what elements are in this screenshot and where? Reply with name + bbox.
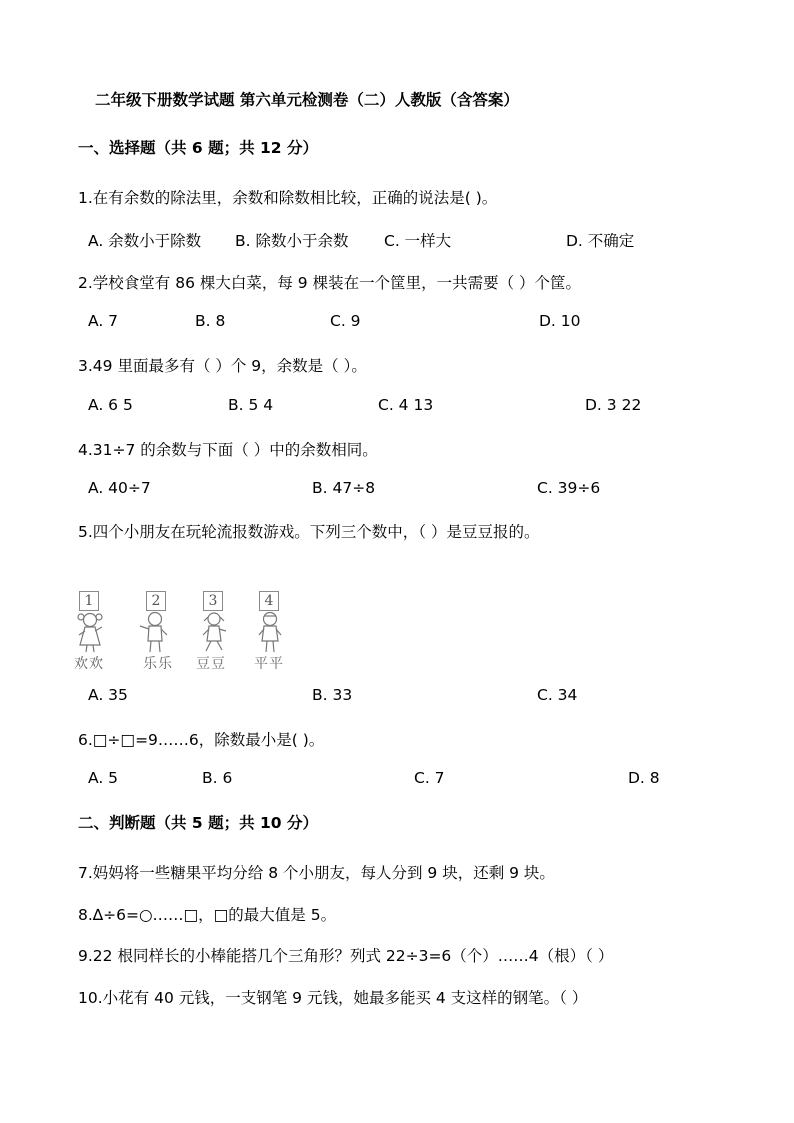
child-figure-icon	[256, 611, 292, 653]
q4-option-c: C. 39÷6	[537, 479, 601, 497]
section-heading-judgment: 二、判断题（共 5 题；共 10 分）	[78, 814, 318, 832]
question-6: 6.□÷□=9……6，除数最小是( )。	[78, 731, 325, 749]
page-title: 二年级下册数学试题 第六单元检测卷（二）人教版（含答案）	[95, 91, 519, 109]
judgment-7: 7.妈妈将一些糖果平均分给 8 个小朋友，每人分到 9 块，还剩 9 块。	[78, 864, 555, 882]
question-2: 2.学校食堂有 86 棵大白菜，每 9 棵装在一个筐里，一共需要（ ）个筐。	[78, 274, 582, 292]
q6-option-a: A. 5	[88, 769, 119, 787]
section-heading-choice: 一、选择题（共 6 题；共 12 分）	[78, 139, 318, 157]
kid-3-number: 3	[203, 591, 223, 611]
kid-2	[137, 591, 177, 675]
kid-1-name: 欢欢	[74, 656, 104, 672]
q4-option-a: A. 40÷7	[88, 479, 151, 497]
running-kid-icon	[198, 611, 234, 653]
q1-option-c: C. 一样大	[384, 232, 452, 250]
q1-option-d: D. 不确定	[566, 232, 635, 250]
judgment-9: 9.22 根同样长的小棒能搭几个三角形？列式 22÷3=6（个）……4（根）（ ）	[78, 947, 614, 965]
q6-option-c: C. 7	[414, 769, 445, 787]
q2-option-b: B. 8	[195, 312, 226, 330]
kid-4-name: 平平	[254, 656, 284, 672]
q3-option-b: B. 5 4	[228, 396, 274, 414]
kid-2-number: 2	[146, 591, 166, 611]
judgment-8: 8.∆÷6=○……□，□的最大值是 5。	[78, 906, 337, 924]
q5-option-c: C. 34	[537, 686, 578, 704]
boy-figure-icon	[137, 611, 173, 653]
question-1: 1.在有余数的除法里，余数和除数相比较，正确的说法是( )。	[78, 189, 498, 207]
question-5: 5.四个小朋友在玩轮流报数游戏。下列三个数中，（ ）是豆豆报的。	[78, 523, 540, 541]
girl-figure-icon	[76, 611, 112, 653]
q6-option-d: D. 8	[628, 769, 660, 787]
question-3: 3.49 里面最多有（ ）个 9，余数是（ ）。	[78, 357, 367, 375]
kid-1-number: 1	[79, 591, 99, 611]
kid-4-number: 4	[259, 591, 279, 611]
q2-option-c: C. 9	[330, 312, 361, 330]
q3-option-c: C. 4 13	[378, 396, 434, 414]
kid-2-name: 乐乐	[143, 656, 173, 672]
kids-illustration	[76, 591, 286, 677]
q3-option-d: D. 3 22	[585, 396, 642, 414]
question-4: 4.31÷7 的余数与下面（ ）中的余数相同。	[78, 441, 378, 459]
kid-1	[76, 591, 116, 675]
q1-option-b: B. 除数小于余数	[235, 232, 349, 250]
kid-3-name: 豆豆	[196, 656, 226, 672]
q5-option-a: A. 35	[88, 686, 128, 704]
q2-option-d: D. 10	[539, 312, 581, 330]
q4-option-b: B. 47÷8	[312, 479, 376, 497]
kid-4	[256, 591, 296, 675]
q1-option-a: A. 余数小于除数	[88, 232, 202, 250]
kid-3	[198, 591, 238, 675]
q5-option-b: B. 33	[312, 686, 353, 704]
q3-option-a: A. 6 5	[88, 396, 133, 414]
q2-option-a: A. 7	[88, 312, 119, 330]
q6-option-b: B. 6	[202, 769, 233, 787]
judgment-10: 10.小花有 40 元钱，一支钢笔 9 元钱，她最多能买 4 支这样的钢笔。（ ）	[78, 989, 588, 1007]
